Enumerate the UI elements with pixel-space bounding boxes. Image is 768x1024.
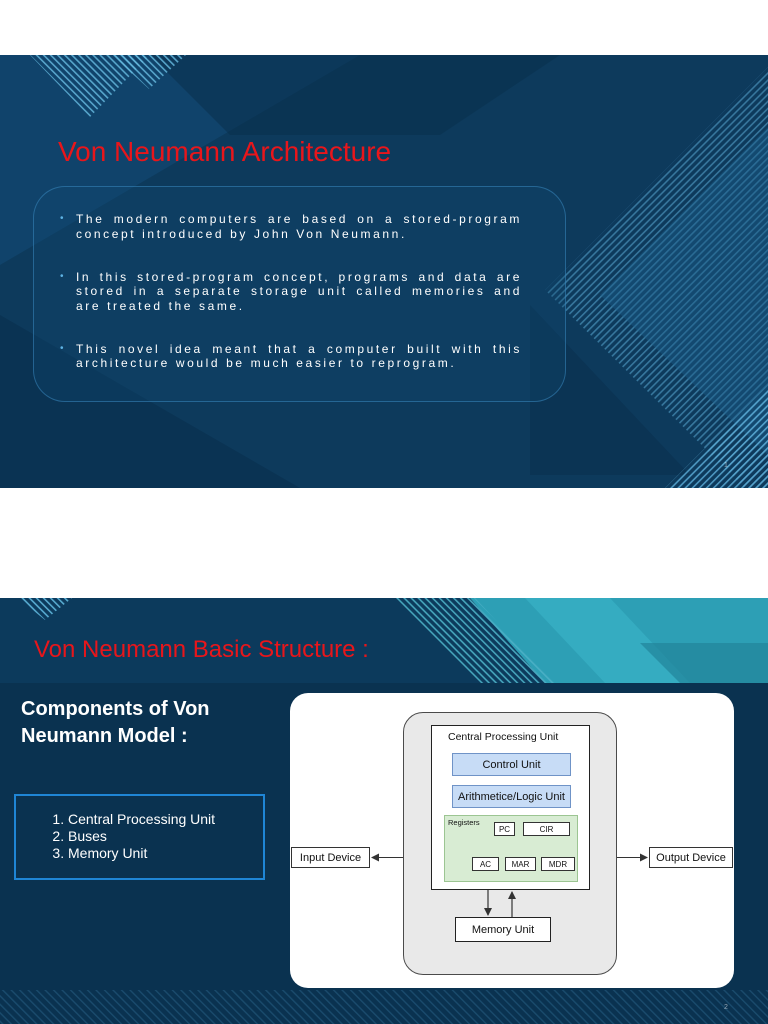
slide-number: 2 <box>724 1004 728 1011</box>
list-item: 2. Buses <box>68 828 263 845</box>
bullet-item: • This novel idea meant that a computer built with this architecture would be much easier to reprogram. <box>76 342 522 371</box>
diagram-panel <box>290 693 734 988</box>
output-device-box: Output Device <box>649 847 733 868</box>
slide-2-title: Von Neumann Basic Structure : <box>34 636 369 663</box>
list-item: 1. Central Processing Unit <box>68 811 263 828</box>
register-ac: AC <box>472 857 499 871</box>
cpu-label: Central Processing Unit <box>448 731 559 743</box>
slide-number: 1 <box>724 462 728 469</box>
components-list <box>16 796 263 862</box>
bullet-item: • In this stored-program concept, programs and data are stored in a separate storage unit called memories and are treated the same. <box>76 270 522 314</box>
diagram-connectors <box>290 693 734 988</box>
register-pc: PC <box>494 822 515 836</box>
slide-2 <box>0 598 768 1024</box>
slide-1 <box>0 55 768 488</box>
alu-box: Arithmetice/Logic Unit <box>452 785 571 808</box>
control-unit-box: Control Unit <box>452 753 571 776</box>
bullet-list <box>76 212 522 399</box>
slide-1-title: Von Neumann Architecture <box>58 136 392 167</box>
bullet-item: • The modern computers are based on a stored-program concept introduced by John Von Neumann. <box>76 212 522 241</box>
register-cir: CIR <box>523 822 570 836</box>
input-device-box: Input Device <box>291 847 370 868</box>
components-heading: Components of Von Neumann Model : <box>21 698 210 747</box>
memory-unit-box: Memory Unit <box>455 917 551 942</box>
stripe-band-bottom <box>0 990 768 1024</box>
components-list-box <box>14 794 265 880</box>
register-mdr: MDR <box>541 857 575 871</box>
registers-label: Registers <box>448 818 480 827</box>
register-mar: MAR <box>505 857 536 871</box>
list-item: 3. Memory Unit <box>68 845 263 862</box>
